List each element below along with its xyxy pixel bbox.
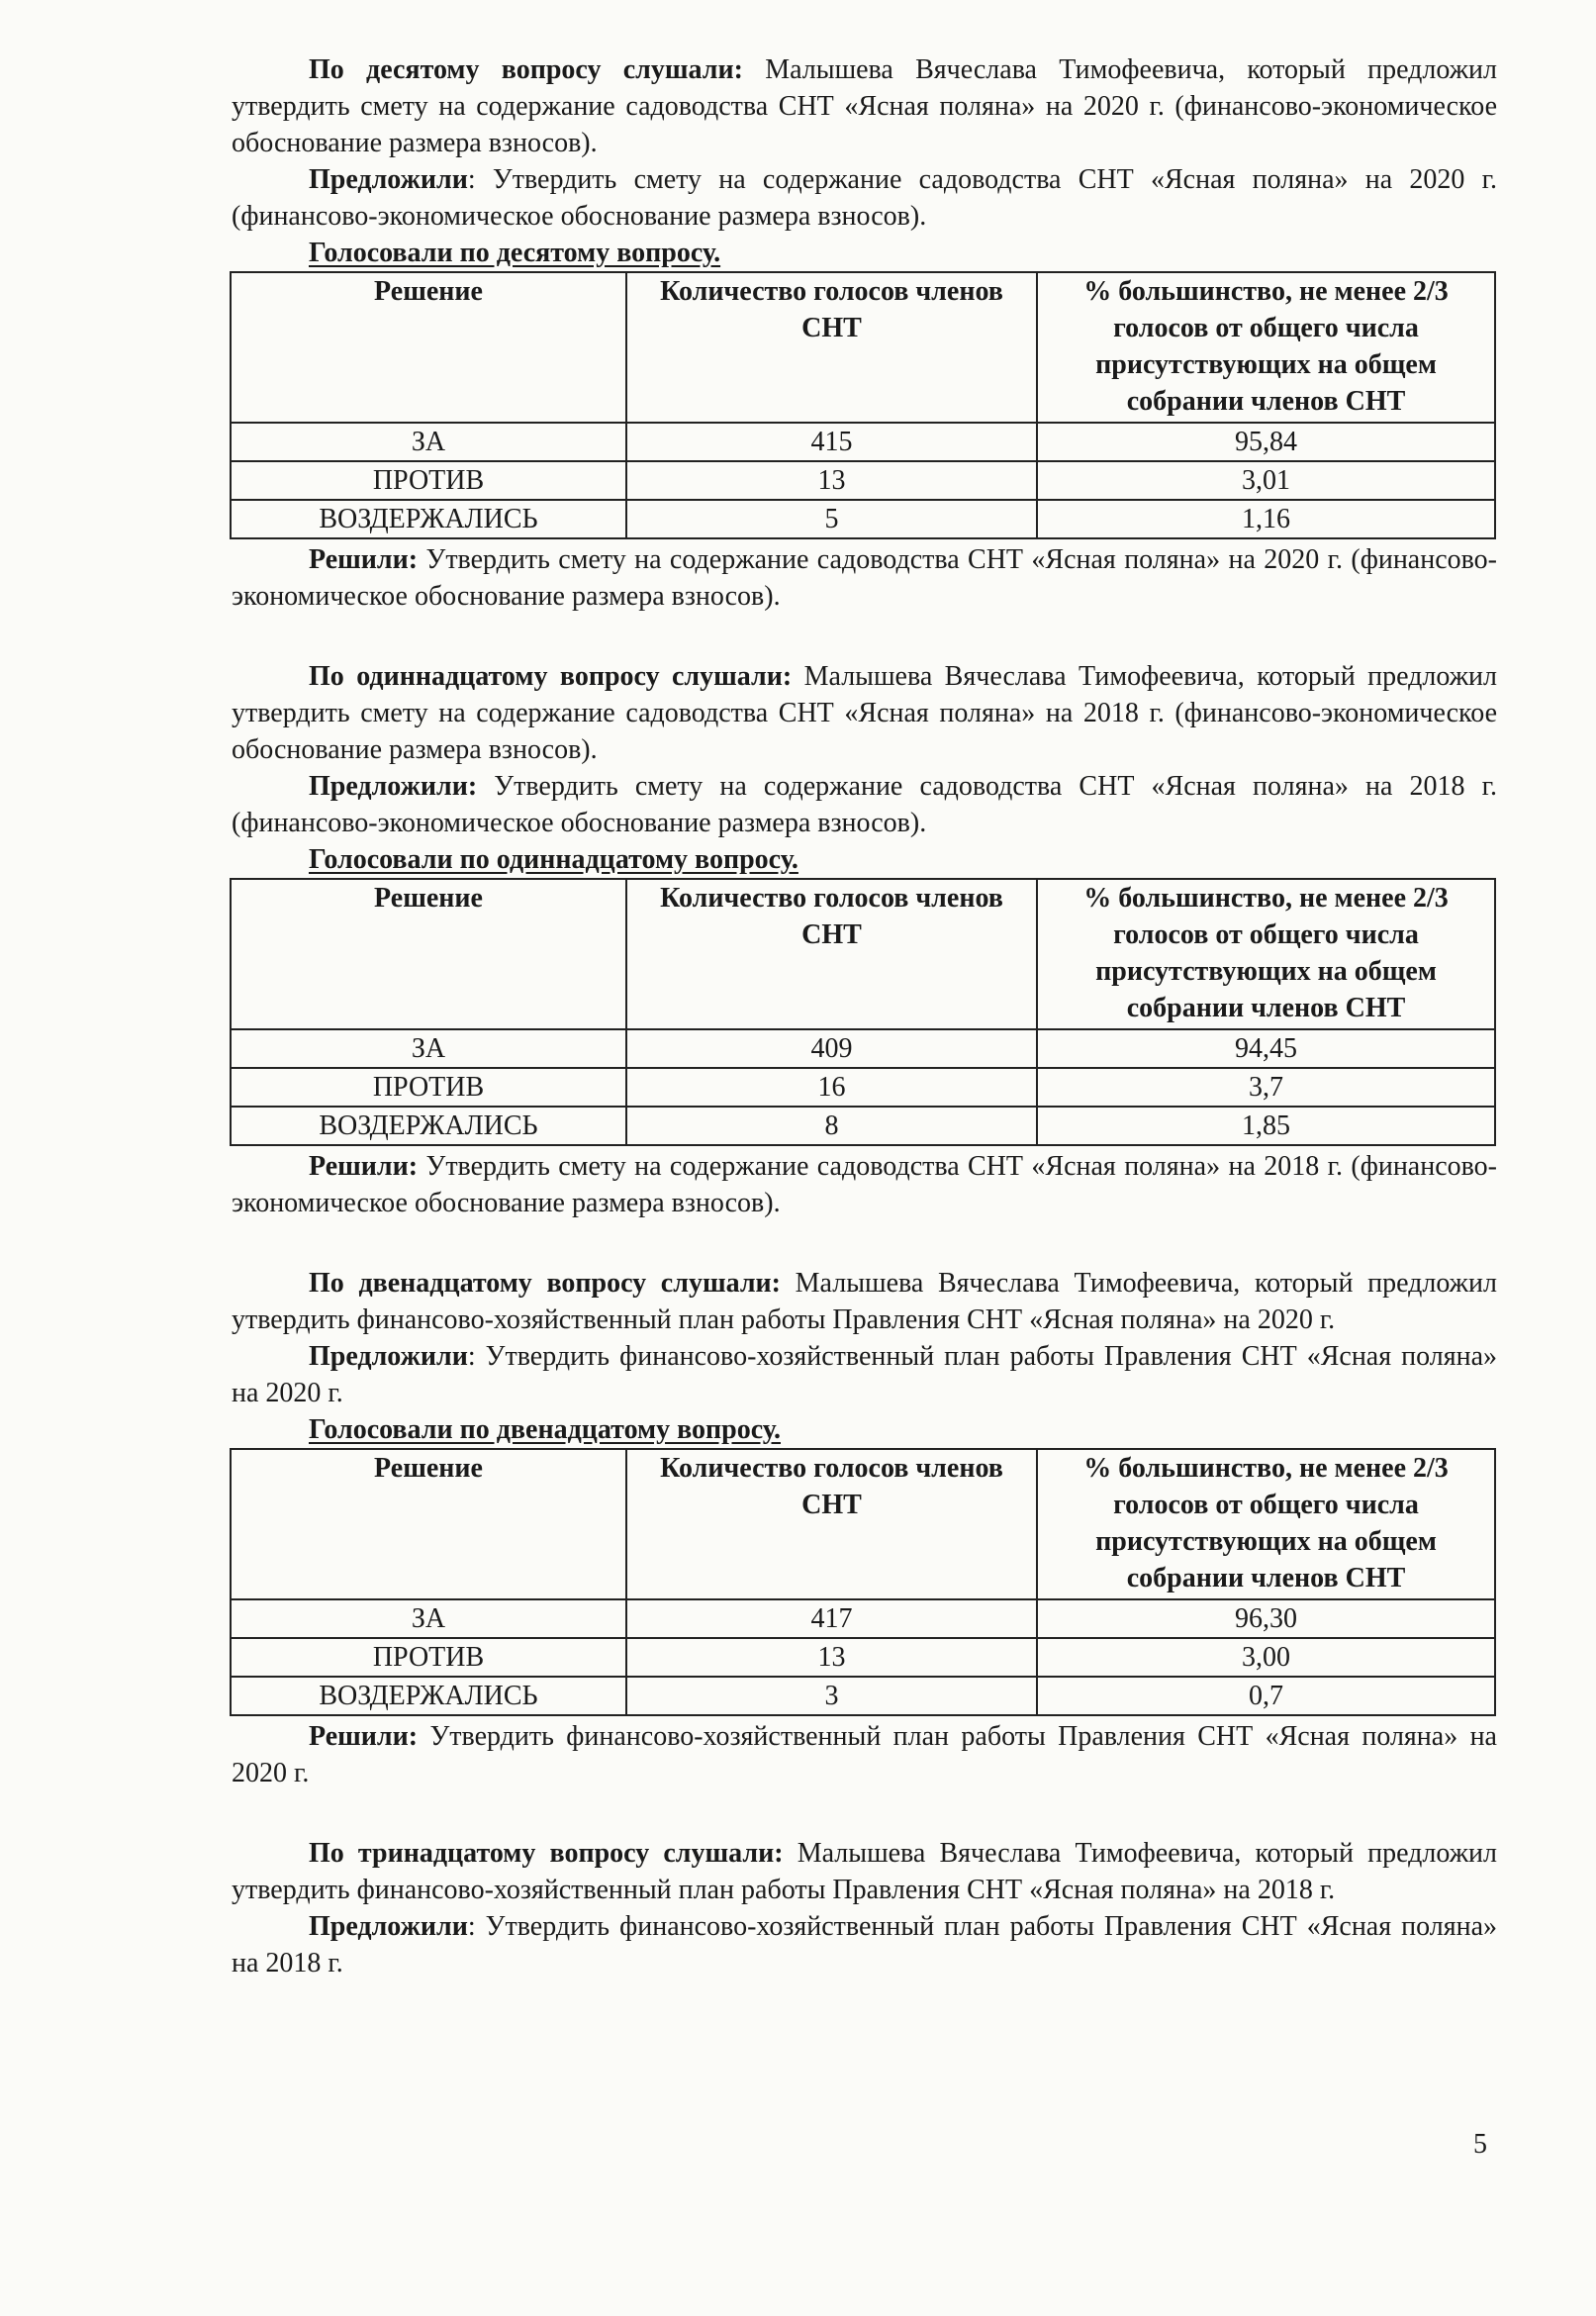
cell-votes: 417 (626, 1599, 1037, 1638)
question-13-section (232, 1835, 1497, 1981)
cell-votes: 3 (626, 1677, 1037, 1715)
heard-paragraph (232, 1835, 1497, 1908)
cell-percent: 3,7 (1037, 1068, 1495, 1107)
decided-paragraph (232, 541, 1497, 615)
cell-percent: 1,85 (1037, 1107, 1495, 1145)
proposed-text: : Утвердить финансово-хозяйственный план работы Правления СНТ «Ясная поляна» на 2018 г. (232, 1911, 1497, 1978)
question-11-section (232, 658, 1497, 1221)
table-row (231, 500, 1495, 538)
cell-decision: ПРОТИВ (231, 461, 626, 500)
cell-decision: ВОЗДЕРЖАЛИСЬ (231, 500, 626, 538)
table-row (231, 1107, 1495, 1145)
cell-percent: 95,84 (1037, 423, 1495, 461)
table-row (231, 1677, 1495, 1715)
heard-text: Малышева Вячеслава Тимофеевича, который предложил утвердить финансово-хозяйственный план работы Правления СНТ «Ясная поляна» на 2020 г. (232, 1268, 1497, 1335)
cell-decision: ПРОТИВ (231, 1638, 626, 1677)
question-10-section (232, 51, 1497, 615)
heard-lead: По десятому вопросу слушали: (309, 54, 743, 85)
vote-title: Голосовали по десятому вопросу. (309, 238, 721, 268)
table-header-row (231, 879, 1495, 1029)
cell-votes: 13 (626, 461, 1037, 500)
header-votes-count: Количество голосов членов СНТ (626, 1449, 1037, 1599)
cell-votes: 13 (626, 1638, 1037, 1677)
question-12-section (232, 1265, 1497, 1791)
cell-percent: 3,01 (1037, 461, 1495, 500)
cell-decision: ПРОТИВ (231, 1068, 626, 1107)
proposed-paragraph (232, 161, 1497, 235)
proposed-paragraph (232, 768, 1497, 841)
table-row (231, 1599, 1495, 1638)
heard-paragraph (232, 51, 1497, 161)
table-row (231, 1638, 1495, 1677)
decided-text: Утвердить финансово-хозяйственный план работы Правления СНТ «Ясная поляна» на 2020 г. (232, 1721, 1497, 1788)
heard-lead: По тринадцатому вопросу слушали: (309, 1838, 784, 1869)
votes-table (230, 1448, 1496, 1716)
cell-votes: 5 (626, 500, 1037, 538)
decided-lead: Решили: (309, 1721, 419, 1752)
heard-text: Малышева Вячеслава Тимофеевича, который предложил утвердить финансово-хозяйственный план работы Правления СНТ «Ясная поляна» на 2018 г. (232, 1838, 1497, 1905)
vote-title: Голосовали по одиннадцатому вопросу. (309, 844, 798, 875)
decided-paragraph (232, 1148, 1497, 1221)
proposed-paragraph (232, 1908, 1497, 1981)
heard-text: Малышева Вячеслава Тимофеевича, который предложил утвердить смету на содержание садоводства СНТ «Ясная поляна» на 2020 г. (финансово-экономическое обоснование размера взносов). (232, 54, 1497, 158)
cell-percent: 0,7 (1037, 1677, 1495, 1715)
table-header-row (231, 1449, 1495, 1599)
proposed-paragraph (232, 1338, 1497, 1411)
heard-paragraph (232, 658, 1497, 768)
cell-decision: ЗА (231, 1599, 626, 1638)
table-row (231, 1029, 1495, 1068)
heard-lead: По двенадцатому вопросу слушали: (309, 1268, 781, 1299)
cell-percent: 1,16 (1037, 500, 1495, 538)
header-decision: Решение (231, 879, 626, 1029)
cell-votes: 409 (626, 1029, 1037, 1068)
header-decision: Решение (231, 272, 626, 423)
decided-lead: Решили: (309, 1151, 419, 1182)
header-percent: % большинство, не менее 2/3 голосов от общего числа присутствующих на общем собрании членов СНТ (1037, 879, 1495, 1029)
cell-percent: 3,00 (1037, 1638, 1495, 1677)
proposed-text: : Утвердить финансово-хозяйственный план работы Правления СНТ «Ясная поляна» на 2020 г. (232, 1341, 1497, 1408)
cell-percent: 96,30 (1037, 1599, 1495, 1638)
cell-votes: 8 (626, 1107, 1037, 1145)
heard-text: Малышева Вячеслава Тимофеевича, который предложил утвердить смету на содержание садоводства СНТ «Ясная поляна» на 2018 г. (финансово-экономическое обоснование размера взносов). (232, 661, 1497, 765)
proposed-text: Утвердить смету на содержание садоводства СНТ «Ясная поляна» на 2018 г. (финансово-экономическое обоснование размера взносов). (232, 771, 1497, 838)
heard-lead: По одиннадцатому вопросу слушали: (309, 661, 793, 692)
table-header-row (231, 272, 1495, 423)
decided-lead: Решили: (309, 544, 419, 575)
table-row (231, 423, 1495, 461)
proposed-text: : Утвердить смету на содержание садоводства СНТ «Ясная поляна» на 2020 г. (финансово-экономическое обоснование размера взносов). (232, 164, 1497, 232)
proposed-lead: Предложили (309, 1341, 468, 1372)
cell-votes: 16 (626, 1068, 1037, 1107)
cell-decision: ВОЗДЕРЖАЛИСЬ (231, 1677, 626, 1715)
votes-table (230, 271, 1496, 539)
header-percent: % большинство, не менее 2/3 голосов от общего числа присутствующих на общем собрании членов СНТ (1037, 272, 1495, 423)
decided-text: Утвердить смету на содержание садоводства СНТ «Ясная поляна» на 2020 г. (финансово-экономическое обоснование размера взносов). (232, 544, 1497, 612)
decided-paragraph (232, 1718, 1497, 1791)
table-row (231, 461, 1495, 500)
cell-decision: ЗА (231, 423, 626, 461)
vote-title: Голосовали по двенадцатому вопросу. (309, 1414, 781, 1445)
cell-percent: 94,45 (1037, 1029, 1495, 1068)
proposed-lead: Предложили: (309, 771, 478, 802)
proposed-lead: Предложили (309, 164, 468, 195)
header-votes-count: Количество голосов членов СНТ (626, 879, 1037, 1029)
proposed-lead: Предложили (309, 1911, 468, 1942)
header-percent: % большинство, не менее 2/3 голосов от общего числа присутствующих на общем собрании членов СНТ (1037, 1449, 1495, 1599)
decided-text: Утвердить смету на содержание садоводства СНТ «Ясная поляна» на 2018 г. (финансово-экономическое обоснование размера взносов). (232, 1151, 1497, 1218)
votes-table (230, 878, 1496, 1146)
table-row (231, 1068, 1495, 1107)
cell-decision: ЗА (231, 1029, 626, 1068)
cell-votes: 415 (626, 423, 1037, 461)
cell-decision: ВОЗДЕРЖАЛИСЬ (231, 1107, 626, 1145)
header-decision: Решение (231, 1449, 626, 1599)
page-number: 5 (1473, 2129, 1487, 2160)
header-votes-count: Количество голосов членов СНТ (626, 272, 1037, 423)
heard-paragraph (232, 1265, 1497, 1338)
